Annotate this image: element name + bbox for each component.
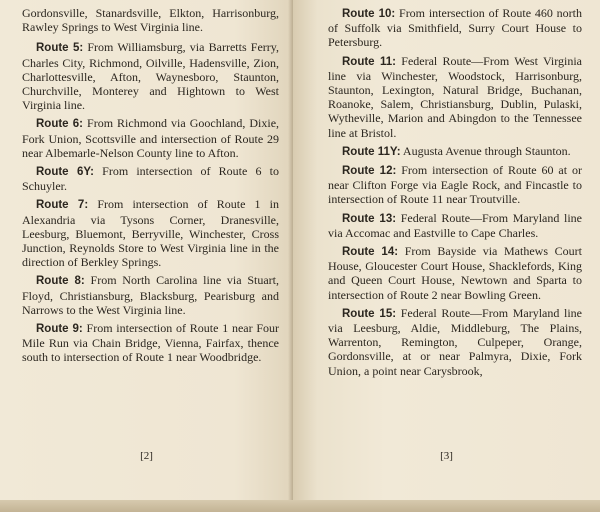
route-text: From North Carolina line via Stuart, Floyd, Christiansburg, Blacksburg, Pearisburg and Narrows to the West Virginia line. — [22, 273, 279, 317]
route-text: From Williamsburg, via Barretts Ferry, Charles City, Richmond, Oilville, Hadensville, Zion, Charlottesville, Afton, Waynesboro, Staunton, Churchville, Monterey and Hightown to West Virginia line. — [22, 40, 280, 113]
route-label: Route 9: — [36, 323, 83, 336]
route-text: From intersection of Route 60 at or near Clifton Forge via Eagle Rock, and Fincastle to intersection of Route 11 near Troutville. — [328, 163, 582, 207]
route-entry — [328, 54, 582, 140]
route-text: From intersection of Route 460 north of Suffolk via Smithfield, Surry Court House to Petersburg. — [328, 6, 582, 50]
route-text: From intersection of Route 1 near Four Mile Run via Chain Bridge, Vienna, Fairfax, thence south to intersection of Route 1 near Woodbridge. — [22, 321, 280, 365]
route-entry — [22, 197, 279, 269]
route-label: Route 11Y: — [342, 145, 401, 158]
page-number: [3] — [440, 450, 453, 462]
page-number: [2] — [140, 450, 153, 462]
route-label: Route 10: — [342, 8, 396, 20]
route-label: Route 7: — [36, 199, 89, 212]
route-text: Augusta Avenue through Staunton. — [402, 143, 571, 158]
route-entry — [328, 306, 582, 378]
route-text: From intersection of Route 1 in Alexandria via Tysons Corner, Dranesville, Leesburg, Bluemont, Berryville, Winchester, Cross Junction, Reynolds Store to West Virginia line in the direction of Berkley Springs. — [22, 197, 280, 270]
route-entry — [22, 164, 279, 193]
route-label: Route 6Y: — [36, 166, 94, 179]
route-entry — [328, 244, 582, 302]
route-label: Route 11: — [342, 55, 397, 68]
continuation-text: Gordonsville, Stanardsville, Elkton, Harrisonburg, Rawley Springs to West Virginia line. — [22, 6, 279, 35]
route-label: Route 12: — [342, 165, 397, 178]
route-text: Federal Route—From Maryland line via Leesburg, Aldie, Middleburg, The Plains, Warrenton, Remington, Culpeper, Orange, Gordonsville, at or near Palmyra, Dixie, Fork Union, a point near Carysbrook, — [328, 305, 583, 378]
right-page — [293, 0, 600, 500]
route-label: Route 14: — [342, 246, 399, 259]
route-label: Route 5: — [36, 42, 84, 55]
route-entry — [22, 273, 279, 317]
route-label: Route 13: — [342, 212, 397, 225]
route-text: From Richmond via Goochland, Dixie, Fork Union, Scottsville and intersection of Route 29 near Albemarle-Nelson County line to Afton. — [22, 116, 280, 160]
route-label: Route 8: — [36, 275, 85, 288]
route-text: From Bayside via Mathews Court House, Gloucester Court House, Shacklefords, King and Queen Court House, Newtown and Sparta to intersection of Route 2 near Bowling Green. — [328, 244, 582, 302]
route-entry — [22, 321, 279, 365]
left-page — [0, 0, 293, 500]
route-entry — [22, 116, 279, 160]
route-entry — [328, 6, 582, 50]
route-text: From intersection of Route 6 to Schuyler. — [22, 164, 279, 194]
route-entry — [328, 163, 582, 207]
page-bottom-edge — [0, 500, 600, 512]
route-label: Route 15: — [342, 307, 397, 320]
route-entry — [22, 40, 279, 112]
route-entry — [328, 144, 582, 159]
route-entry — [328, 211, 582, 240]
route-text: Federal Route—From West Virginia line via Winchester, Woodstock, Harrisonburg, Staunton, Lexington, Natural Bridge, Buchanan, Roanoke, Salem, Christiansburg, Dublin, Pulaski, Wytheville, Marion and Abingdon to the Tennessee line at Bristol. — [328, 53, 583, 140]
route-text: Federal Route—From Maryland line via Accomac and Eastville to Cape Charles. — [328, 210, 583, 240]
route-label: Route 6: — [36, 118, 84, 131]
